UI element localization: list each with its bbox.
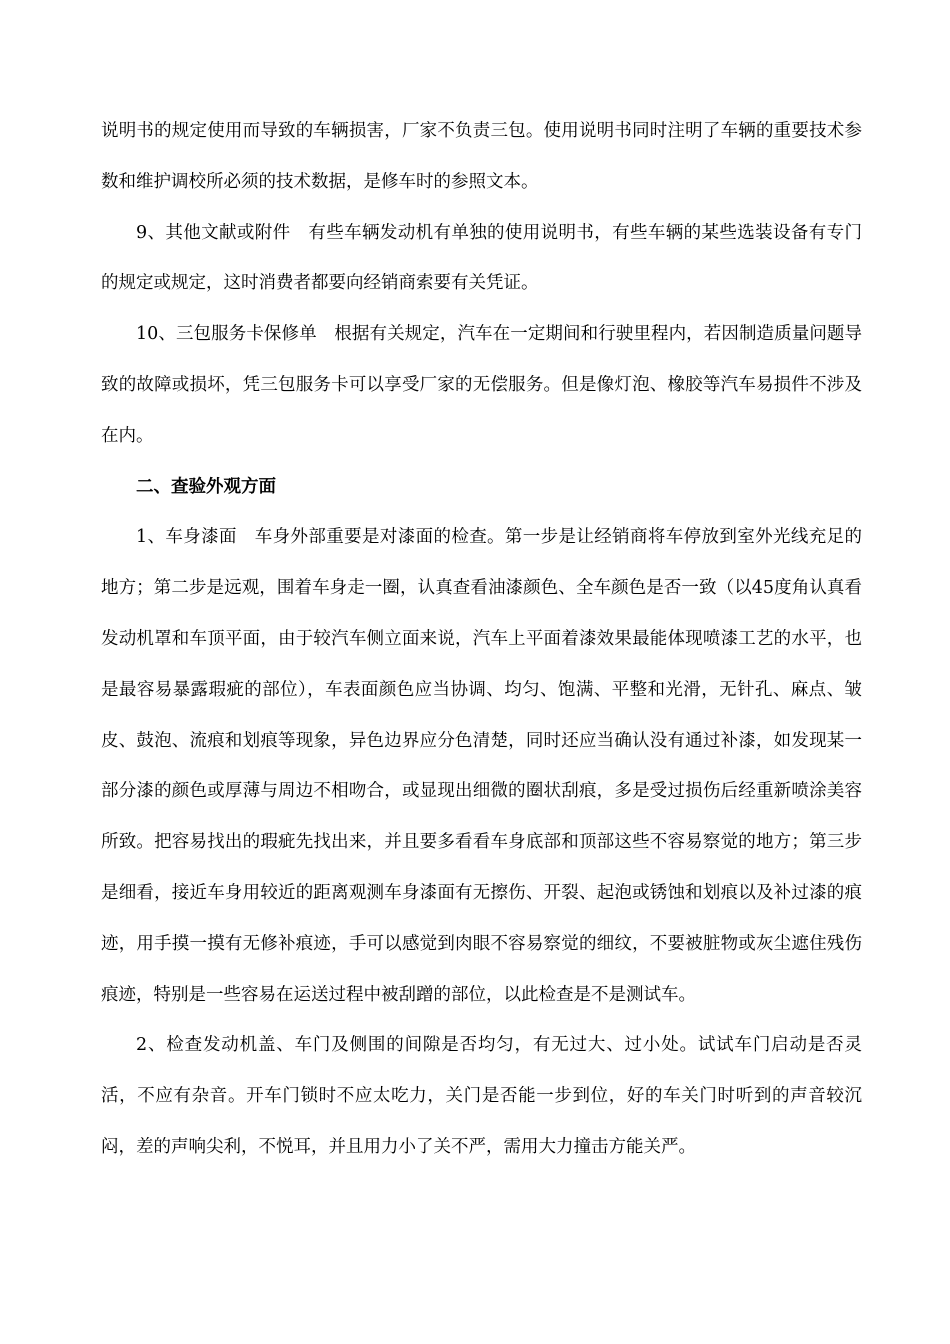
section-heading-exterior-inspection: 二、查验外观方面 [136, 476, 276, 497]
paragraph-warranty-card: 10、三包服务卡保修单 根据有关规定，汽车在一定期间和行驶里程内，若因制造质量问题导致的故障或损坏，凭三包服务卡可以享受厂家的无偿服务。但是像灯泡、橡胶等汽车易损件不涉及在内。 [101, 324, 862, 446]
paragraph-body-paint: 1、车身漆面 车身外部重要是对漆面的检查。第一步是让经销商将车停放到室外光线充足的地方；第二步是远观，围着车身走一圈，认真查看油漆颜色、全车颜色是否一致（以45度角认真看发动机罩和车顶平面，由于较汽车侧立面来说，汽车上平面着漆效果最能体现喷漆工艺的水平，也是最容易暴露瑕疵的部位），车表面颜色应当协调、均匀、饱满、平整和光滑，无针孔、麻点、皱皮、鼓泡、流痕和划痕等现象，异色边界应分色清楚，同时还应当确认没有通过补漆，如发现某一部分漆的颜色或厚薄与周边不相吻合，或显现出细微的圈状刮痕，多是受过损伤后经重新喷涂美容所致。把容易找出的瑕疵先找出来，并且要多看看车身底部和顶部这些不容易察觉的地方；第三步是细看，接近车身用较近的距离观测车身漆面有无擦伤、开裂、起泡或锈蚀和划痕以及补过漆的痕迹，用手摸一摸有无修补痕迹，手可以感觉到肉眼不容易察觉的细纹，不要被脏物或灰尘遮住残伤痕迹，特别是一些容易在运送过程中被刮蹭的部位，以此检查是不是测试车。 [101, 527, 862, 1005]
paragraph-manual-continued: 说明书的规定使用而导致的车辆损害，厂家不负责三包。使用说明书同时注明了车辆的重要技术参数和维护调校所必须的技术数据，是修车时的参照文本。 [101, 121, 862, 192]
paragraph-gaps-doors: 2、检查发动机盖、车门及侧围的间隙是否均匀，有无过大、过小处。试试车门启动是否灵活，不应有杂音。开车门锁时不应太吃力，关门是否能一步到位，好的车关门时听到的声音较沉闷，差的声响尖利，不悦耳，并且用力小了关不严，需用大力撞击方能关严。 [101, 1035, 862, 1157]
paragraph-other-documents: 9、其他文献或附件 有些车辆发动机有单独的使用说明书，有些车辆的某些选装设备有专门的规定或规定，这时消费者都要向经销商索要有关凭证。 [101, 222, 862, 294]
